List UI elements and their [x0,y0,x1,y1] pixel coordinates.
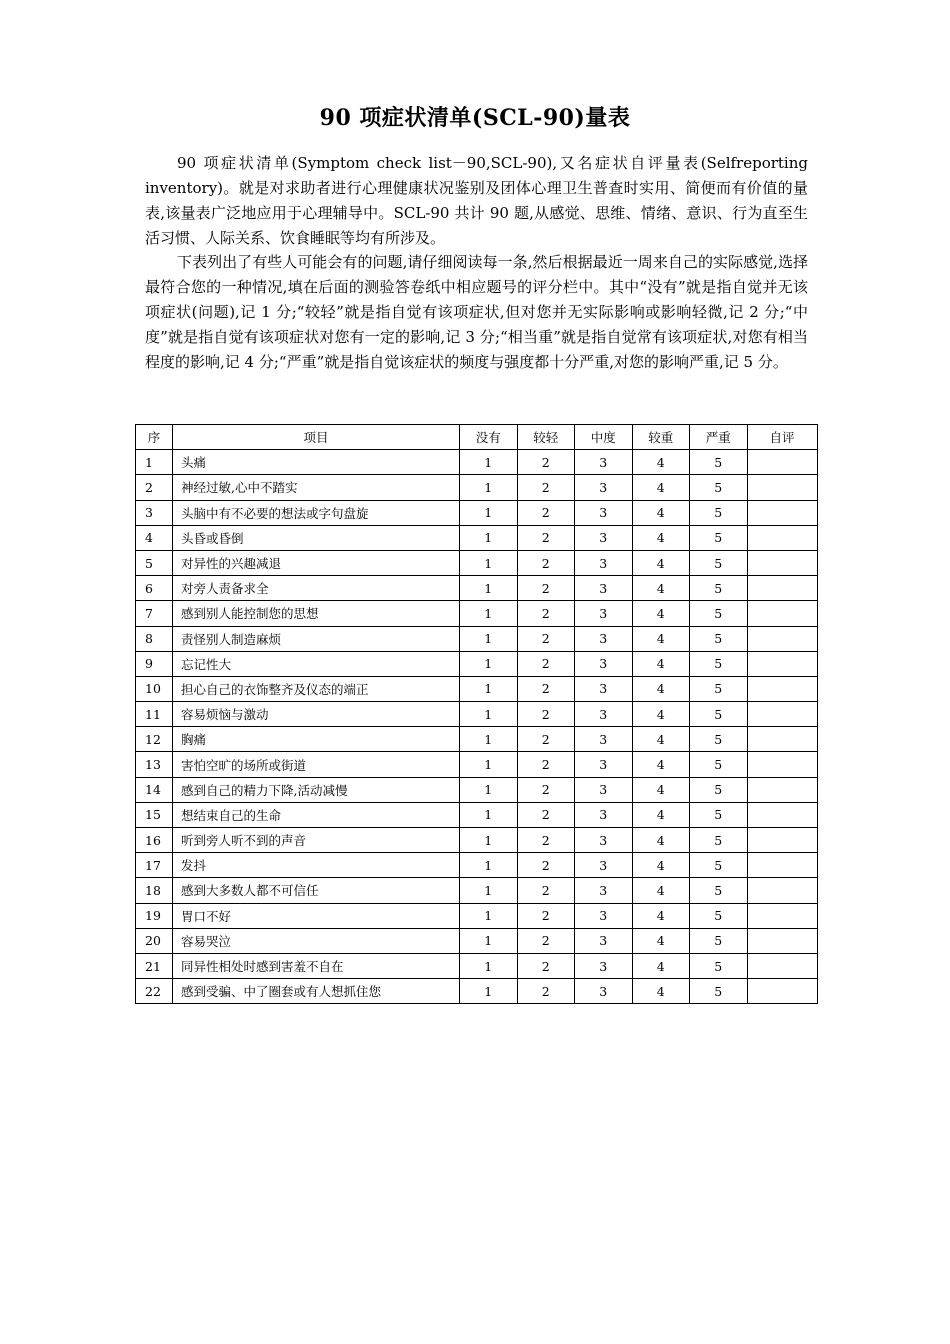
score-option-4[interactable]: 4 [632,979,690,1004]
score-option-4[interactable]: 4 [632,777,690,802]
symptom-item: 担心自己的衣饰整齐及仪态的端正 [173,676,460,701]
score-option-3[interactable]: 3 [575,752,633,777]
self-rating-cell[interactable] [747,979,817,1004]
symptom-item: 发抖 [173,853,460,878]
symptom-item: 害怕空旷的场所或街道 [173,752,460,777]
score-option-3[interactable]: 3 [575,953,633,978]
score-option-5[interactable]: 5 [690,651,748,676]
self-rating-cell[interactable] [747,550,817,575]
score-option-3[interactable]: 3 [575,979,633,1004]
score-option-2[interactable]: 2 [517,702,575,727]
score-option-2[interactable]: 2 [517,878,575,903]
row-number: 10 [136,676,173,701]
score-option-1[interactable]: 1 [460,475,518,500]
table-row [136,903,818,928]
score-option-4[interactable]: 4 [632,928,690,953]
self-rating-cell[interactable] [747,928,817,953]
self-rating-cell[interactable] [747,702,817,727]
symptom-item: 忘记性大 [173,651,460,676]
row-number: 14 [136,777,173,802]
self-rating-cell[interactable] [747,903,817,928]
row-number: 9 [136,651,173,676]
score-option-4[interactable]: 4 [632,601,690,626]
score-option-4[interactable]: 4 [632,475,690,500]
self-rating-cell[interactable] [747,626,817,651]
score-option-3[interactable]: 3 [575,702,633,727]
score-option-1[interactable]: 1 [460,525,518,550]
score-option-5[interactable]: 5 [690,979,748,1004]
self-rating-cell[interactable] [747,828,817,853]
score-option-1[interactable]: 1 [460,853,518,878]
row-number: 17 [136,853,173,878]
table-row [136,702,818,727]
row-number: 5 [136,550,173,575]
table-row [136,828,818,853]
table-row [136,928,818,953]
score-option-2[interactable]: 2 [517,928,575,953]
score-option-5[interactable]: 5 [690,576,748,601]
symptom-item: 听到旁人听不到的声音 [173,828,460,853]
score-option-2[interactable]: 2 [517,626,575,651]
score-option-3[interactable]: 3 [575,727,633,752]
score-option-4[interactable]: 4 [632,953,690,978]
table-row [136,550,818,575]
score-option-4[interactable]: 4 [632,676,690,701]
score-option-3[interactable]: 3 [575,928,633,953]
score-option-4[interactable]: 4 [632,702,690,727]
score-option-5[interactable]: 5 [690,853,748,878]
header-item: 项目 [173,425,460,450]
self-rating-cell[interactable] [747,450,817,475]
score-option-1[interactable]: 1 [460,903,518,928]
score-option-1[interactable]: 1 [460,651,518,676]
self-rating-cell[interactable] [747,500,817,525]
score-option-2[interactable]: 2 [517,727,575,752]
table-row [136,979,818,1004]
score-option-2[interactable]: 2 [517,475,575,500]
score-option-2[interactable]: 2 [517,601,575,626]
intro-paragraph-1: 90 项症状清单(Symptom check list－90,SCL-90),又名症状自评量表(Selfreporting inventory)。就是对求助者进行心理健康状况鉴别及团体心理卫生普查时实用、简便而有价值的量表,该量表广泛地应用于心理辅导中。SCL-90 共计 90 题,从感觉、思维、情绪、意识、行为直至生活习惯、人际关系、饮食睡眠等均有所涉及。 [145,154,808,247]
row-number: 6 [136,576,173,601]
score-option-2[interactable]: 2 [517,777,575,802]
self-rating-cell[interactable] [747,727,817,752]
table-row [136,651,818,676]
table-row [136,450,818,475]
score-option-1[interactable]: 1 [460,828,518,853]
row-number: 13 [136,752,173,777]
score-option-1[interactable]: 1 [460,676,518,701]
score-option-2[interactable]: 2 [517,525,575,550]
table-row [136,802,818,827]
table-row [136,727,818,752]
self-rating-cell[interactable] [747,777,817,802]
score-option-5[interactable]: 5 [690,828,748,853]
score-option-2[interactable]: 2 [517,953,575,978]
score-option-3[interactable]: 3 [575,651,633,676]
scl-90-table [135,424,818,1004]
score-option-1[interactable]: 1 [460,576,518,601]
score-option-1[interactable]: 1 [460,777,518,802]
row-number: 7 [136,601,173,626]
table-row [136,500,818,525]
score-option-5[interactable]: 5 [690,702,748,727]
self-rating-cell[interactable] [747,676,817,701]
score-option-4[interactable]: 4 [632,752,690,777]
score-option-1[interactable]: 1 [460,601,518,626]
score-option-4[interactable]: 4 [632,500,690,525]
score-option-3[interactable]: 3 [575,626,633,651]
score-option-4[interactable]: 4 [632,550,690,575]
row-number: 8 [136,626,173,651]
self-rating-cell[interactable] [747,525,817,550]
score-option-2[interactable]: 2 [517,651,575,676]
table-header-row [136,425,818,450]
row-number: 19 [136,903,173,928]
symptom-item: 感到别人能控制您的思想 [173,601,460,626]
symptom-item: 感到受骗、中了圈套或有人想抓住您 [173,979,460,1004]
symptom-item: 头脑中有不必要的想法或字句盘旋 [173,500,460,525]
score-option-5[interactable]: 5 [690,727,748,752]
score-option-3[interactable]: 3 [575,853,633,878]
row-number: 20 [136,928,173,953]
score-option-3[interactable]: 3 [575,500,633,525]
row-number: 18 [136,878,173,903]
score-option-4[interactable]: 4 [632,802,690,827]
score-option-1[interactable]: 1 [460,979,518,1004]
score-option-5[interactable]: 5 [690,500,748,525]
score-option-2[interactable]: 2 [517,979,575,1004]
score-option-1[interactable]: 1 [460,878,518,903]
table-row [136,777,818,802]
score-option-3[interactable]: 3 [575,903,633,928]
row-number: 11 [136,702,173,727]
score-option-1[interactable]: 1 [460,500,518,525]
symptom-item: 感到自己的精力下降,活动减慢 [173,777,460,802]
table-row [136,953,818,978]
score-option-1[interactable]: 1 [460,752,518,777]
score-option-1[interactable]: 1 [460,802,518,827]
score-option-2[interactable]: 2 [517,500,575,525]
score-option-4[interactable]: 4 [632,828,690,853]
row-number: 3 [136,500,173,525]
score-option-3[interactable]: 3 [575,878,633,903]
score-option-5[interactable]: 5 [690,903,748,928]
score-option-1[interactable]: 1 [460,450,518,475]
score-option-5[interactable]: 5 [690,626,748,651]
score-option-4[interactable]: 4 [632,727,690,752]
self-rating-cell[interactable] [747,752,817,777]
score-option-2[interactable]: 2 [517,802,575,827]
symptom-item: 头痛 [173,450,460,475]
symptom-item: 同异性相处时感到害羞不自在 [173,953,460,978]
symptom-item: 神经过敏,心中不踏实 [173,475,460,500]
score-option-3[interactable]: 3 [575,450,633,475]
row-number: 4 [136,525,173,550]
score-option-5[interactable]: 5 [690,802,748,827]
self-rating-cell[interactable] [747,601,817,626]
header-severe: 严重 [690,425,748,450]
symptom-item: 感到大多数人都不可信任 [173,878,460,903]
score-option-3[interactable]: 3 [575,676,633,701]
score-option-4[interactable]: 4 [632,853,690,878]
header-none: 没有 [460,425,518,450]
score-option-5[interactable]: 5 [690,550,748,575]
score-option-5[interactable]: 5 [690,878,748,903]
table-body [136,450,818,1004]
score-option-3[interactable]: 3 [575,475,633,500]
score-option-5[interactable]: 5 [690,928,748,953]
table-row [136,576,818,601]
table-row [136,475,818,500]
header-self-rating: 自评 [747,425,817,450]
score-option-5[interactable]: 5 [690,525,748,550]
score-option-2[interactable]: 2 [517,903,575,928]
score-option-3[interactable]: 3 [575,802,633,827]
score-option-1[interactable]: 1 [460,727,518,752]
score-option-1[interactable]: 1 [460,928,518,953]
score-option-4[interactable]: 4 [632,651,690,676]
score-option-5[interactable]: 5 [690,777,748,802]
self-rating-cell[interactable] [747,576,817,601]
score-option-3[interactable]: 3 [575,777,633,802]
symptom-item: 想结束自己的生命 [173,802,460,827]
self-rating-cell[interactable] [747,802,817,827]
score-option-1[interactable]: 1 [460,953,518,978]
score-option-5[interactable]: 5 [690,953,748,978]
header-number: 序 [136,425,173,450]
score-option-5[interactable]: 5 [690,601,748,626]
symptom-item: 容易哭泣 [173,928,460,953]
header-fairly-severe: 较重 [632,425,690,450]
symptom-item: 责怪别人制造麻烦 [173,626,460,651]
score-option-5[interactable]: 5 [690,450,748,475]
self-rating-cell[interactable] [747,651,817,676]
score-option-2[interactable]: 2 [517,676,575,701]
symptom-item: 胸痛 [173,727,460,752]
score-option-5[interactable]: 5 [690,676,748,701]
row-number: 2 [136,475,173,500]
row-number: 21 [136,953,173,978]
self-rating-cell[interactable] [747,475,817,500]
table-row [136,676,818,701]
row-number: 16 [136,828,173,853]
table-row [136,626,818,651]
self-rating-cell[interactable] [747,878,817,903]
score-option-2[interactable]: 2 [517,828,575,853]
row-number: 15 [136,802,173,827]
score-option-3[interactable]: 3 [575,576,633,601]
score-option-2[interactable]: 2 [517,550,575,575]
score-option-2[interactable]: 2 [517,576,575,601]
score-option-2[interactable]: 2 [517,853,575,878]
symptom-item: 胃口不好 [173,903,460,928]
score-option-4[interactable]: 4 [632,525,690,550]
score-option-4[interactable]: 4 [632,903,690,928]
score-option-2[interactable]: 2 [517,450,575,475]
symptom-item: 头昏或昏倒 [173,525,460,550]
score-option-3[interactable]: 3 [575,525,633,550]
row-number: 22 [136,979,173,1004]
score-option-5[interactable]: 5 [690,752,748,777]
score-option-4[interactable]: 4 [632,450,690,475]
table-row [136,601,818,626]
score-option-3[interactable]: 3 [575,601,633,626]
header-mild: 较轻 [517,425,575,450]
score-option-1[interactable]: 1 [460,702,518,727]
score-option-4[interactable]: 4 [632,878,690,903]
symptom-item: 容易烦恼与激动 [173,702,460,727]
score-option-3[interactable]: 3 [575,828,633,853]
row-number: 1 [136,450,173,475]
score-option-3[interactable]: 3 [575,550,633,575]
intro-paragraph-2: 下表列出了有些人可能会有的问题,请仔细阅读每一条,然后根据最近一周来自己的实际感觉,选择最符合您的一种情况,填在后面的测验答卷纸中相应题号的评分栏中。其中“没有”就是指自觉并无该项症状(问题),记 1 分;“较轻”就是指自觉有该项症状,但对您并无实际影响或影响轻微,记 2 分;“中度”就是指自觉有该项症状对您有一定的影响,记 3 分;“相当重”就是指自觉常有该项症状,对您有相当程度的影响,记 4 分;“严重”就是指自觉该症状的频度与强度都十分严重,对您的影响严重,记 5 分。 [145,253,808,371]
table-row [136,525,818,550]
header-moderate: 中度 [575,425,633,450]
score-option-2[interactable]: 2 [517,752,575,777]
self-rating-cell[interactable] [747,853,817,878]
score-option-4[interactable]: 4 [632,626,690,651]
table-row [136,752,818,777]
symptom-item: 对异性的兴趣减退 [173,550,460,575]
score-option-4[interactable]: 4 [632,576,690,601]
table-row [136,878,818,903]
row-number: 12 [136,727,173,752]
score-option-5[interactable]: 5 [690,475,748,500]
score-option-1[interactable]: 1 [460,550,518,575]
page-title: 90 项症状清单(SCL-90)量表 [319,105,631,131]
self-rating-cell[interactable] [747,953,817,978]
symptom-item: 对旁人责备求全 [173,576,460,601]
score-option-1[interactable]: 1 [460,626,518,651]
table-row [136,853,818,878]
